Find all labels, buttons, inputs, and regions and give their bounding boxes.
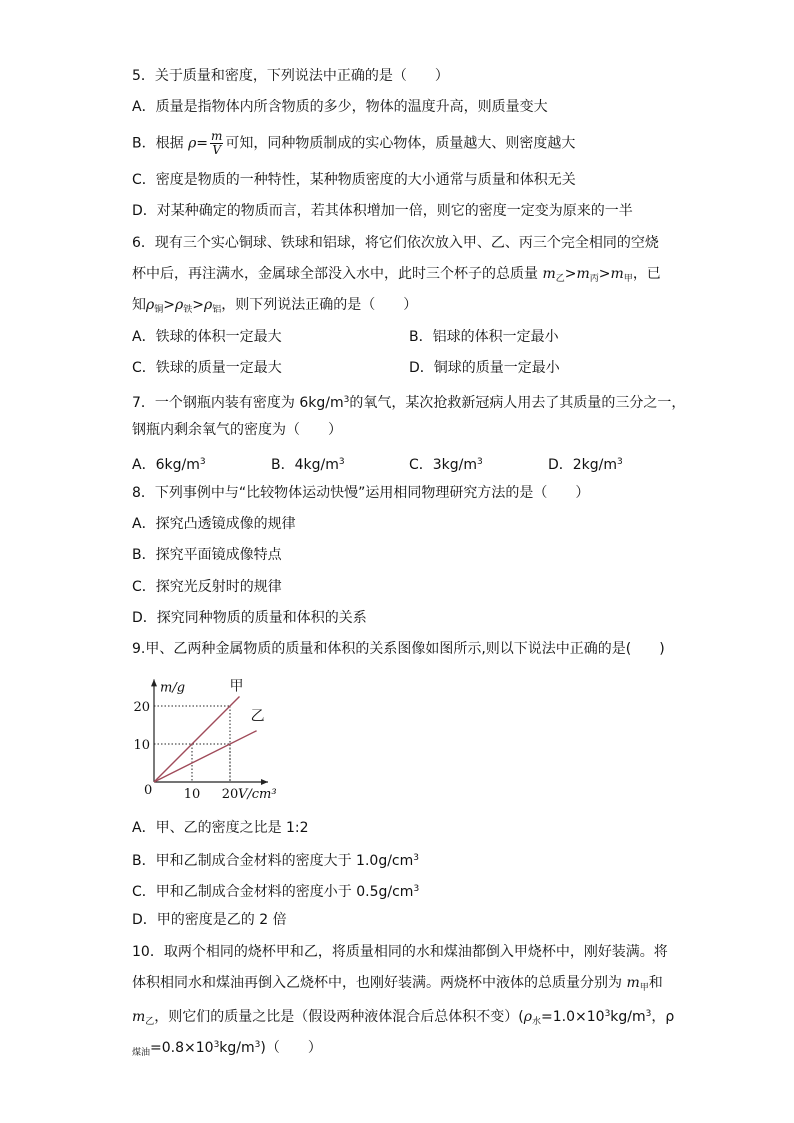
series-label-jia: 甲	[229, 678, 244, 695]
q5-option-b-pre: B．根据	[132, 135, 184, 152]
q6-line2-end: ，已	[632, 266, 661, 282]
q8-option-c: C．探究光反射时的规律	[132, 579, 282, 595]
subscript: 铜	[154, 305, 164, 315]
q6-line1: 6．现有三个实心铜球、铁球和铝球，将它们依次放入甲、乙、丙三个完全相同的空烧	[132, 235, 659, 251]
superscript: 3	[413, 884, 420, 894]
equals-sign: =	[196, 135, 209, 152]
rho-symbol: ρ	[523, 1009, 532, 1025]
q6-line3	[132, 295, 417, 320]
rho-symbol: ρ	[203, 297, 213, 313]
q6-line2-text: 杯中后，再注满水，金属球全部没入水中，此时三个杯子的总质量	[132, 266, 543, 282]
q10-line4-end: )（ ）	[260, 1040, 322, 1056]
q6-option-d: D．铜球的质量一定最小	[409, 360, 560, 376]
fraction-numerator: m	[211, 129, 223, 143]
q7-line1-end: 的氧气，某次抢救新冠病人用去了其质量的三分之一，	[349, 395, 686, 411]
series-label-yi: 乙	[250, 708, 265, 725]
q7-option-a-text: A．6kg/m	[132, 457, 200, 473]
q10-line3-text: ，则它们的质量之比是（假设两种液体混合后总体积不变）(	[154, 1009, 524, 1025]
rho-symbol: ρ	[146, 297, 155, 313]
q7-line1	[132, 390, 685, 413]
q8-option-b: B．探究平面镜成像特点	[132, 547, 282, 563]
q9-stem: 9.甲、乙两种金属物质的质量和体积的关系图像如图所示,则以下说法中正确的是( )	[132, 641, 665, 657]
gt-sign: >	[598, 266, 611, 282]
q7-option-a	[132, 452, 206, 475]
q10-line1: 10．取两个相同的烧杯甲和乙，将质量相同的水和煤油都倒入甲烧杯中，刚好装满。将	[132, 944, 668, 960]
q7-line1-text: 7．一个钢瓶内装有密度为 6kg/m	[132, 395, 344, 411]
q10-water-density: =1.0×10	[541, 1009, 605, 1025]
superscript: 3	[254, 1040, 261, 1050]
superscript: 3	[645, 1009, 652, 1019]
mass-symbol: m	[610, 266, 624, 282]
q7-line2: 钢瓶内剩余氧气的密度为（ ）	[132, 422, 342, 438]
q8-option-a: A．探究凸透镜成像的规律	[132, 516, 296, 532]
q6-line2	[132, 264, 661, 289]
superscript: 3	[199, 457, 206, 467]
rho-symbol: ρ	[188, 135, 197, 152]
y-axis-arrow	[151, 679, 157, 686]
q9-option-c	[132, 879, 419, 902]
x-tick-label: 20	[221, 787, 239, 802]
y-tick-label: 20	[133, 700, 150, 715]
unit: kg/m	[219, 1040, 255, 1056]
q10-line3-end: ，ρ	[651, 1009, 675, 1025]
q6-option-a: A．铁球的体积一定最大	[132, 329, 282, 345]
q5-option-b	[132, 130, 575, 157]
q10-line4	[132, 1035, 322, 1063]
q6-line3-end: ，则下列说法正确的是（ ）	[221, 297, 418, 313]
mass-symbol: m	[542, 266, 556, 282]
unit: kg/m	[610, 1009, 646, 1025]
series-line-jia	[154, 697, 240, 783]
gt-sign: >	[192, 297, 204, 313]
superscript: 3	[617, 457, 623, 467]
q7-option-d-text: D．2kg/m	[548, 457, 618, 473]
q5-stem: 5．关于质量和密度，下列说法中正确的是（ ）	[132, 68, 449, 84]
q10-line2-text: 体积相同水和煤油再倒入乙烧杯中，也刚好装满。两烧杯中液体的总质量分别为	[132, 975, 627, 991]
q9-option-a: A．甲、乙的密度之比是 1:2	[132, 820, 309, 836]
q5-option-a: A．质量是指物体内所含物质的多少，物体的温度升高，则质量变大	[132, 99, 548, 115]
q10-oil-density: =0.8×10	[150, 1040, 214, 1056]
y-axis-label: m/g	[160, 680, 186, 696]
superscript: 3	[338, 457, 345, 467]
q8-option-d: D．探究同种物质的质量和体积的关系	[132, 610, 367, 626]
q9-option-b-text: B．甲和乙制成合金材料的密度大于 1.0g/cm	[132, 853, 414, 869]
series-line-yi	[154, 731, 257, 782]
chart-plot-group	[133, 679, 276, 803]
q5-option-b-post: 可知，同种物质制成的实心物体，质量越大、则密度越大	[225, 135, 576, 152]
superscript: 3	[213, 1040, 220, 1050]
subscript: 乙	[145, 1017, 155, 1027]
x-axis-arrow	[261, 779, 268, 785]
superscript: 3	[413, 853, 419, 863]
q5-option-d: D．对某种确定的物质而言，若其体积增加一倍，则它的密度一定变为原来的一半	[132, 203, 633, 219]
q10-he: 和	[648, 975, 663, 991]
x-axis-label: V/cm³	[238, 787, 277, 802]
q8-stem: 8．下列事例中与“比较物体运动快慢”运用相同物理研究方法的是（ ）	[132, 485, 590, 501]
q7-option-c	[409, 452, 483, 475]
fraction-denominator: V	[212, 143, 222, 157]
q10-line2	[132, 973, 663, 998]
mass-volume-chart	[130, 668, 310, 808]
superscript: 3	[343, 395, 350, 405]
mass-symbol: m	[626, 975, 640, 991]
subscript: 甲	[623, 274, 633, 284]
q7-option-b-text: B．4kg/m	[271, 457, 339, 473]
q7-option-b	[271, 452, 345, 475]
tick-label-origin: 0	[144, 783, 153, 798]
mass-symbol: m	[132, 1009, 146, 1025]
q10-line3	[132, 1004, 674, 1032]
subscript: 煤油	[132, 1048, 151, 1058]
superscript: 3	[604, 1009, 611, 1019]
q6-line3-text: 知	[132, 297, 146, 313]
mass-symbol: m	[576, 266, 590, 282]
q6-option-b: B．铝球的体积一定最小	[409, 329, 559, 345]
y-tick-label: 10	[133, 738, 150, 753]
subscript: 甲	[639, 983, 649, 993]
subscript: 铝	[212, 305, 222, 315]
subscript: 水	[532, 1017, 542, 1027]
gt-sign: >	[564, 266, 577, 282]
superscript: 3	[477, 457, 483, 467]
fraction-m-over-v	[210, 130, 223, 157]
subscript: 乙	[555, 274, 565, 284]
q7-option-d	[548, 452, 623, 475]
x-tick-label: 10	[183, 787, 201, 802]
subscript: 丙	[589, 274, 599, 284]
q5-option-c: C．密度是物质的一种特性，某种物质密度的大小通常与质量和体积无关	[132, 172, 576, 188]
q9-option-b	[132, 848, 419, 871]
rho-symbol: ρ	[174, 297, 184, 313]
q9-option-c-text: C．甲和乙制成合金材料的密度小于 0.5g/cm	[132, 884, 414, 900]
gt-sign: >	[163, 297, 175, 313]
q6-option-c: C．铁球的质量一定最大	[132, 360, 282, 376]
subscript: 铁	[183, 305, 193, 315]
q9-option-d: D．甲的密度是乙的 2 倍	[132, 912, 287, 928]
q7-option-c-text: C．3kg/m	[409, 457, 478, 473]
